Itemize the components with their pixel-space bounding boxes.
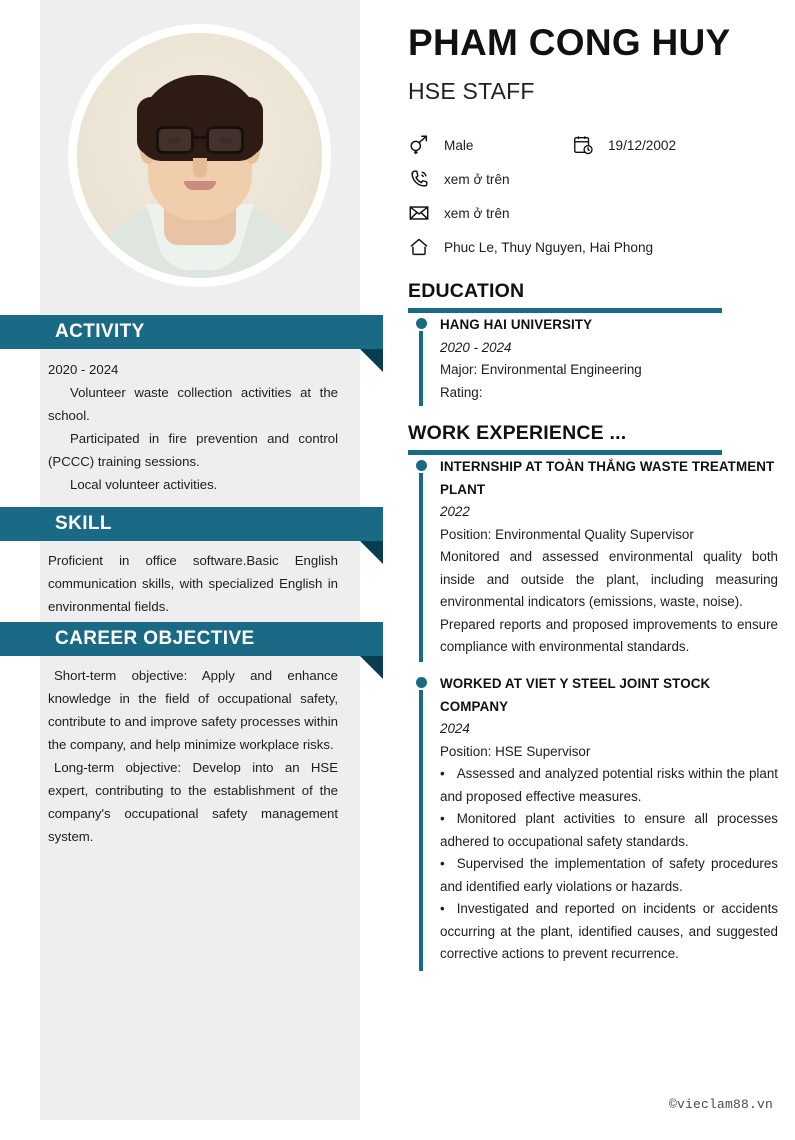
section-rule bbox=[408, 308, 722, 313]
section-header-career bbox=[0, 622, 383, 656]
home-icon bbox=[408, 236, 430, 258]
ribbon-fold-icon bbox=[360, 349, 383, 372]
section-title-activity: ACTIVITY bbox=[55, 321, 145, 342]
contact-birthday-value: 19/12/2002 bbox=[608, 137, 677, 153]
timeline-dot-icon bbox=[416, 318, 427, 329]
bullet-icon: • bbox=[440, 856, 445, 871]
work-paragraph: Prepared reports and proposed improvements to ensure compliance with environmental standards. bbox=[440, 616, 778, 654]
job-title: HSE STAFF bbox=[408, 78, 535, 104]
section-title-work: WORK EXPERIENCE ... bbox=[408, 422, 627, 444]
education-rating: Rating: bbox=[440, 384, 483, 400]
work-title: INTERNSHIP AT TOÀN THẮNG WASTE TREATMENT PLANT bbox=[440, 459, 775, 497]
activity-years: 2020 - 2024 bbox=[48, 362, 119, 377]
education-years: 2020 - 2024 bbox=[440, 339, 512, 355]
gender-icon bbox=[408, 134, 430, 156]
avatar bbox=[68, 24, 331, 287]
work-bullet-text: Monitored plant activities to ensure all processes adhered to occupational safety standards. bbox=[440, 811, 778, 849]
timeline-bar bbox=[419, 331, 423, 406]
contact-phone-value: xem ở trên bbox=[444, 171, 510, 187]
contact-gender bbox=[408, 134, 473, 156]
ribbon-fold-icon bbox=[360, 656, 383, 679]
page-title: PHAM CONG HUY bbox=[408, 22, 731, 63]
phone-icon bbox=[408, 168, 430, 190]
work-bullet bbox=[440, 763, 778, 808]
footer-watermark: ©vieclam88.vn bbox=[668, 1097, 773, 1112]
skill-text: Proficient in office software.Basic English communication skills, with specialized English in environmental fields. bbox=[48, 553, 338, 614]
section-rule bbox=[408, 450, 722, 455]
activity-item: Participated in fire prevention and control (PCCC) training sessions. bbox=[48, 431, 338, 469]
work-bullet-text: Investigated and reported on incidents or accidents occurring at the plant, identified causes, and suggested corrective actions to prevent recurrence. bbox=[440, 901, 778, 961]
ribbon-fold-icon bbox=[360, 541, 383, 564]
work-year: 2022 bbox=[440, 504, 470, 519]
email-icon bbox=[408, 202, 430, 224]
work-position: Position: HSE Supervisor bbox=[440, 743, 591, 759]
education-major: Major: Environmental Engineering bbox=[440, 362, 642, 377]
contact-email bbox=[408, 202, 510, 224]
career-short-term: Short-term objective: Apply and enhance knowledge in the field of occupational safety, contribute to and improve safety processes within the company, and help minimize workplace risks. bbox=[48, 668, 338, 752]
career-long-term: Long-term objective: Develop into an HSE expert, contributing to the establishment of the company's occupational safety management system. bbox=[48, 760, 338, 844]
contact-gender-value: Male bbox=[444, 137, 474, 153]
work-entry bbox=[408, 673, 778, 973]
work-bullet bbox=[440, 808, 778, 853]
section-header-education bbox=[408, 280, 722, 313]
bullet-icon: • bbox=[440, 766, 445, 781]
work-bullet bbox=[440, 898, 778, 966]
section-header-activity bbox=[0, 315, 383, 349]
work-bullet-text: Assessed and analyzed potential risks within the plant and proposed effective measures. bbox=[440, 766, 778, 804]
work-year: 2024 bbox=[440, 721, 470, 736]
education-school: HANG HAI UNIVERSITY bbox=[440, 317, 593, 332]
contact-address bbox=[408, 236, 653, 258]
section-title-skill: SKILL bbox=[55, 513, 112, 534]
work-title: WORKED AT VIET Y STEEL JOINT STOCK COMPANY bbox=[440, 676, 711, 714]
contact-birthday bbox=[572, 134, 676, 156]
activity-item: Local volunteer activities. bbox=[70, 477, 218, 492]
skill-body bbox=[48, 549, 338, 618]
calendar-icon bbox=[572, 134, 594, 156]
timeline-dot-icon bbox=[416, 677, 427, 688]
work-bullet bbox=[440, 853, 778, 898]
career-body bbox=[48, 664, 338, 848]
work-paragraph: Monitored and assessed environmental quality both inside and outside the plant, including measuring environmental indicators (emissions, waste, noise). bbox=[440, 549, 778, 609]
profile-photo bbox=[77, 33, 322, 278]
section-header-work bbox=[408, 422, 722, 455]
section-title-career: CAREER OBJECTIVE bbox=[55, 628, 255, 649]
section-title-education: EDUCATION bbox=[408, 280, 525, 302]
activity-body bbox=[48, 358, 338, 496]
activity-item: Volunteer waste collection activities at the school. bbox=[48, 385, 338, 423]
timeline-bar bbox=[419, 473, 423, 662]
timeline-dot-icon bbox=[416, 460, 427, 471]
work-position: Position: Environmental Quality Supervisor bbox=[440, 526, 694, 542]
work-bullet-text: Supervised the implementation of safety procedures and identified early violations or hazards. bbox=[440, 856, 778, 894]
bullet-icon: • bbox=[440, 811, 445, 826]
timeline-bar bbox=[419, 690, 423, 971]
contact-phone bbox=[408, 168, 510, 190]
education-entry bbox=[408, 314, 778, 408]
section-header-skill bbox=[0, 507, 383, 541]
bullet-icon: • bbox=[440, 901, 445, 916]
work-entry bbox=[408, 456, 778, 664]
contact-email-value: xem ở trên bbox=[444, 205, 510, 221]
contact-address-value: Phuc Le, Thuy Nguyen, Hai Phong bbox=[444, 239, 654, 255]
